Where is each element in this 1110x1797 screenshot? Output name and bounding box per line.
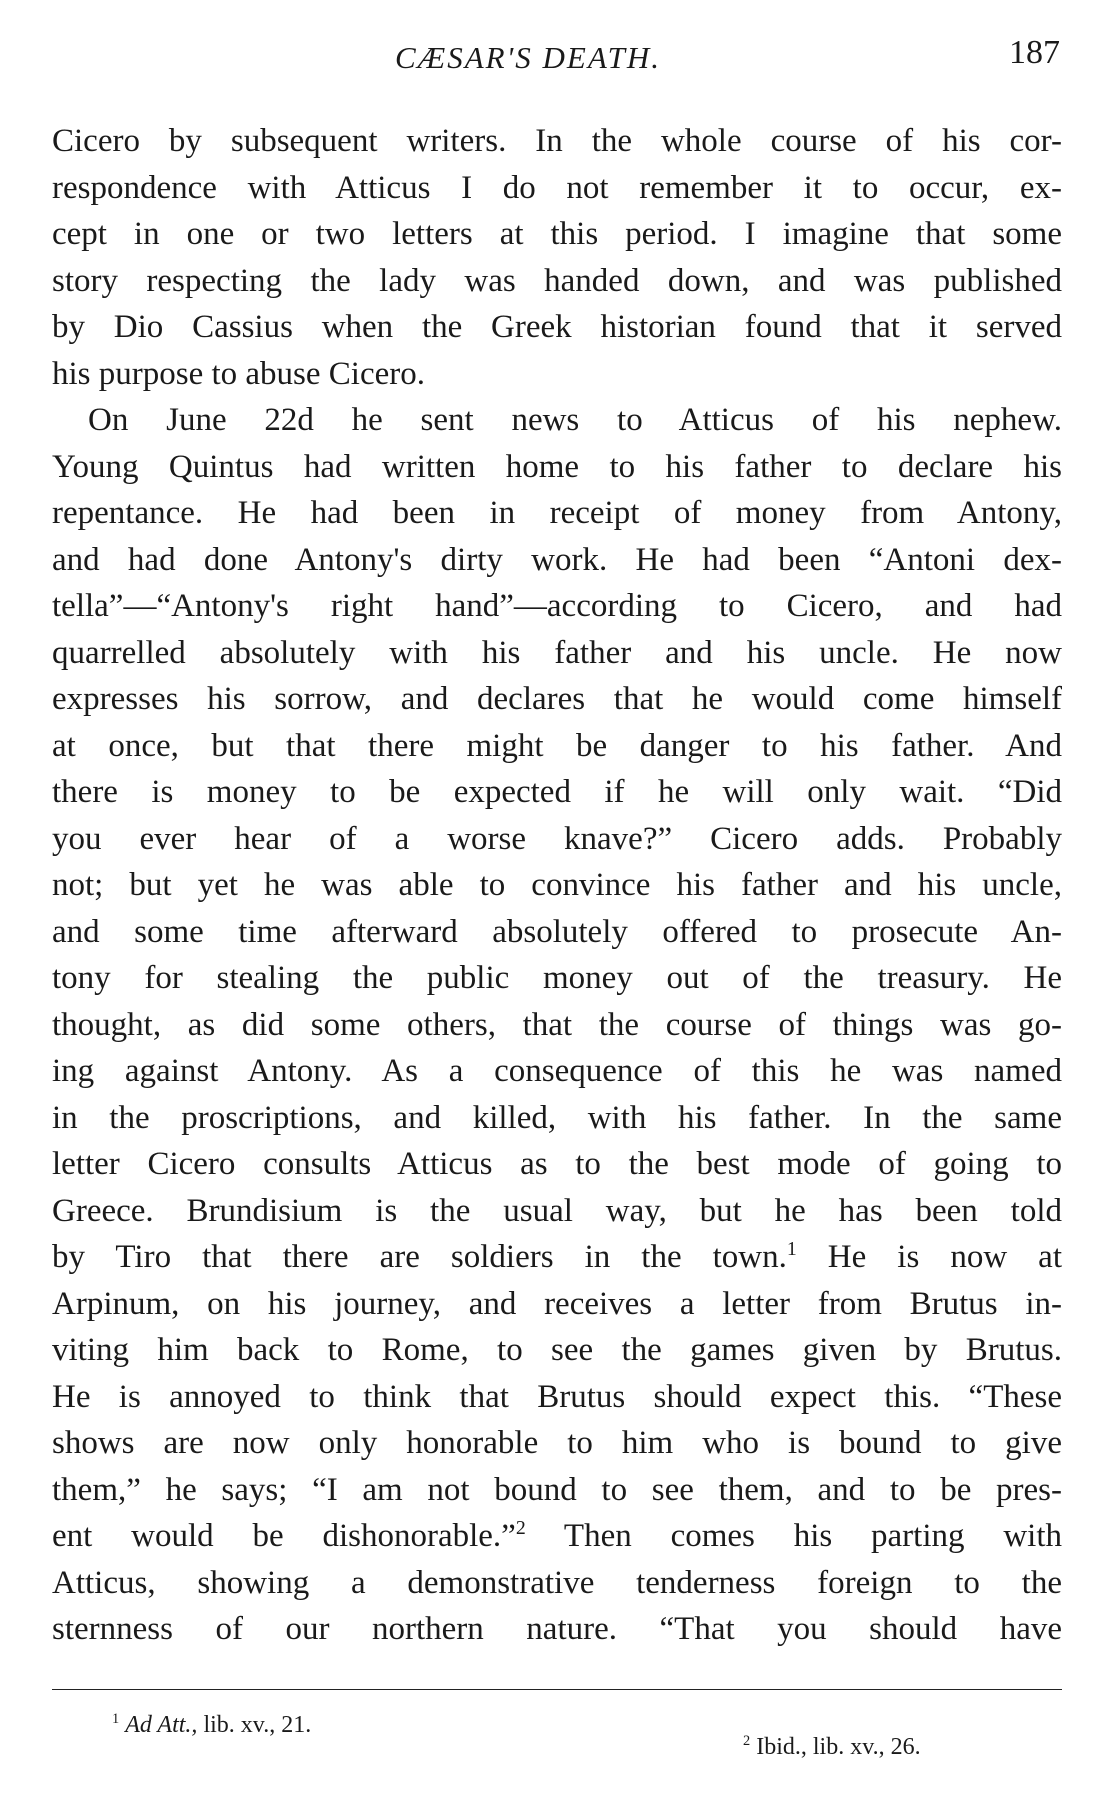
text-line-with-footnote	[52, 1234, 1062, 1281]
text-line: story respecting the lady was handed down, and was published	[52, 262, 1062, 299]
text-line: his purpose to abuse Cicero.	[52, 355, 426, 392]
text-line: On June 22d he sent news to Atticus of his nephew.	[88, 402, 1062, 438]
text-segment: by Tiro that there are soldiers in the town.	[52, 1239, 787, 1275]
text-line: Greece. Brundisium is the usual way, but he has been told	[52, 1192, 1062, 1229]
text-line: sternness of our northern nature. “That you should have	[52, 1611, 1062, 1647]
running-head: CÆSAR'S DEATH.	[395, 40, 661, 75]
text-line: viting him back to Rome, to see the games given by Brutus.	[52, 1332, 1062, 1368]
footnote-source: Ad Att.,	[125, 1712, 198, 1738]
text-line: expresses his sorrow, and declares that he would come himself	[52, 681, 1062, 717]
text-line: quarrelled absolutely with his father and his uncle. He now	[52, 634, 1062, 671]
text-line: tony for stealing the public money out of the treasury. He	[52, 960, 1062, 996]
text-line-with-footnote	[52, 1513, 1062, 1560]
body-text	[52, 118, 1062, 1653]
text-line: them,” he says; “I am not bound to see them, and to be pres-	[52, 1471, 1062, 1508]
footnote-mark: 1	[786, 1238, 797, 1260]
footnote-2	[743, 1734, 921, 1761]
text-line: Young Quintus had written home to his father to declare his	[52, 448, 1062, 485]
footnote-mark: 2	[515, 1517, 526, 1539]
text-line: not; but yet he was able to convince his father and his uncle,	[52, 867, 1062, 903]
text-line: and some time afterward absolutely offered to prosecute An-	[52, 913, 1062, 950]
text-line: thought, as did some others, that the course of things was go-	[52, 1006, 1062, 1043]
text-line: He is annoyed to think that Brutus should expect this. “These	[52, 1378, 1062, 1415]
text-line: cept in one or two letters at this period. I imagine that some	[52, 216, 1062, 252]
footnote-number: 1	[112, 1711, 120, 1727]
text-line: at once, but that there might be danger to his father. And	[52, 727, 1062, 764]
footnote-text: lib. xv., 21.	[197, 1712, 312, 1738]
footnote-divider	[52, 1689, 1062, 1690]
text-line: tella”—“Antony's right hand”—according to Cicero, and had	[52, 588, 1062, 624]
text-line: respondence with Atticus I do not remember it to occur, ex-	[52, 169, 1062, 206]
text-line: ing against Antony. As a consequence of this he was named	[52, 1053, 1062, 1089]
footnote-number: 2	[743, 1733, 751, 1749]
text-line: and had done Antony's dirty work. He had been “Antoni dex-	[52, 541, 1062, 578]
text-segment: ent would be dishonorable.”	[52, 1518, 516, 1554]
footnote-1	[112, 1712, 311, 1739]
page-number: 187	[1009, 34, 1060, 71]
text-line: in the proscriptions, and killed, with his father. In the same	[52, 1099, 1062, 1136]
text-line: you ever hear of a worse knave?” Cicero adds. Probably	[52, 820, 1062, 857]
text-line: letter Cicero consults Atticus as to the best mode of going to	[52, 1146, 1062, 1182]
text-segment: Then comes his parting with	[525, 1518, 1062, 1554]
text-segment: He is now at	[796, 1239, 1063, 1275]
text-line: repentance. He had been in receipt of money from Antony,	[52, 495, 1062, 531]
text-line: shows are now only honorable to him who is bound to give	[52, 1425, 1062, 1461]
text-line: by Dio Cassius when the Greek historian found that it served	[52, 309, 1062, 345]
text-line: there is money to be expected if he will only wait. “Did	[52, 774, 1062, 810]
text-line: Cicero by subsequent writers. In the whole course of his cor-	[52, 123, 1062, 159]
text-line: Atticus, showing a demonstrative tenderness foreign to the	[52, 1564, 1062, 1601]
text-line: Arpinum, on his journey, and receives a letter from Brutus in-	[52, 1285, 1062, 1322]
footnote-text: Ibid., lib. xv., 26.	[756, 1734, 921, 1760]
